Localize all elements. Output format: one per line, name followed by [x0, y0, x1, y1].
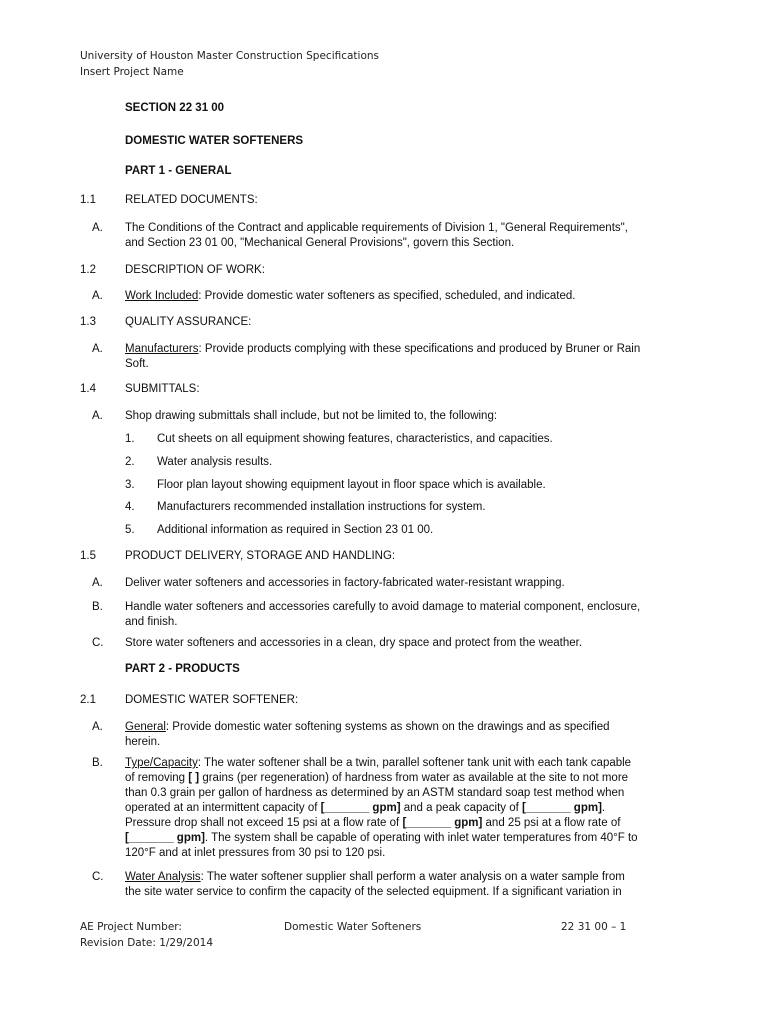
- article-number: 1.1: [80, 194, 96, 206]
- article-number: 2.1: [80, 694, 96, 706]
- paragraph-letter: A.: [92, 577, 103, 589]
- list-number: 3.: [125, 479, 135, 491]
- article-heading: DESCRIPTION OF WORK:: [125, 264, 265, 276]
- text-run: : Provide domestic water softening systems as shown on the drawings and as specified: [165, 721, 610, 733]
- header-spec-title: University of Houston Master Construction Specifications: [80, 50, 380, 62]
- paragraph-letter: A.: [92, 410, 103, 422]
- fill-in-blank: [_______ gpm]: [522, 802, 602, 814]
- footer-page-number: 22 31 00 – 1: [561, 921, 627, 933]
- text-run: : The water softener shall be a twin, parallel softener tank unit with each tank capable: [197, 757, 632, 769]
- article-number: 1.2: [80, 264, 96, 276]
- footer-left: [80, 919, 213, 951]
- article-heading: SUBMITTALS:: [125, 383, 200, 395]
- list-item: Manufacturers recommended installation instructions for system.: [157, 501, 486, 513]
- text-run: operated at an intermittent capacity of: [125, 802, 321, 814]
- fill-in-blank: [ ]: [188, 772, 200, 784]
- page-header: [80, 48, 379, 80]
- text-line: and finish.: [125, 616, 178, 628]
- text-run: grains (per regeneration) of hardness from water as available at the site to not more: [199, 772, 629, 784]
- footer-section-title: Domestic Water Softeners: [284, 921, 422, 933]
- article-heading: RELATED DOCUMENTS:: [125, 194, 258, 206]
- paragraph-letter: B.: [92, 757, 103, 769]
- paragraph-letter: C.: [92, 871, 104, 883]
- paragraph-text: Shop drawing submittals shall include, but not be limited to, the following:: [125, 410, 498, 422]
- list-item: Water analysis results.: [157, 456, 273, 468]
- paragraph-label: Work Included: [125, 290, 199, 302]
- section-title: DOMESTIC WATER SOFTENERS: [125, 135, 304, 147]
- paragraph-label: Type/Capacity: [125, 757, 198, 769]
- list-number: 5.: [125, 524, 135, 536]
- paragraph-label: Water Analysis: [125, 871, 201, 883]
- list-item: Floor plan layout showing equipment layout in floor space which is available.: [157, 479, 546, 491]
- paragraph-text: [125, 342, 640, 372]
- header-project-name: Insert Project Name: [80, 66, 184, 78]
- paragraph-text: [125, 221, 628, 251]
- section-number: SECTION 22 31 00: [125, 102, 225, 114]
- text-run: : The water softener supplier shall perform a water analysis on a water sample from: [200, 871, 625, 883]
- paragraph-letter: A.: [92, 343, 103, 355]
- list-item: Cut sheets on all equipment showing features, characteristics, and capacities.: [157, 433, 553, 445]
- text-line: The Conditions of the Contract and applicable requirements of Division 1, "General Requirements",: [125, 222, 628, 234]
- fill-in-blank: [_______ gpm]: [320, 802, 401, 814]
- paragraph-text: [125, 600, 640, 630]
- paragraph-letter: A.: [92, 222, 103, 234]
- paragraph-letter: B.: [92, 601, 103, 613]
- text-run: Pressure drop shall not exceed 15 psi at a flow rate of: [125, 817, 403, 829]
- text-run: : Provide products complying with these specifications and produced by Bruner or Rain: [198, 343, 641, 355]
- text-line: than 0.3 grain per gallon of hardness as determined by an ASTM standard soap test method when: [125, 787, 625, 799]
- paragraph-label: Manufacturers: [125, 343, 199, 355]
- text-run: .: [601, 802, 606, 814]
- text-run: : Provide domestic water softeners as specified, scheduled, and indicated.: [198, 290, 576, 302]
- article-heading: PRODUCT DELIVERY, STORAGE AND HANDLING:: [125, 550, 396, 562]
- article-heading: QUALITY ASSURANCE:: [125, 316, 252, 328]
- paragraph-letter: A.: [92, 721, 103, 733]
- list-number: 2.: [125, 456, 135, 468]
- text-run: and a peak capacity of: [400, 802, 522, 814]
- text-run: of removing: [125, 772, 189, 784]
- paragraph-text: [125, 870, 625, 900]
- paragraph-label: General: [125, 721, 166, 733]
- fill-in-blank: [_______ gpm]: [125, 832, 205, 844]
- part2-heading: PART 2 - PRODUCTS: [125, 663, 240, 675]
- text-run: . The system shall be capable of operating with inlet water temperatures from 40°F to: [204, 832, 638, 844]
- list-item: Additional information as required in Section 23 01 00.: [157, 524, 434, 536]
- footer-project-number: AE Project Number:: [80, 921, 182, 933]
- paragraph-letter: A.: [92, 290, 103, 302]
- paragraph-text: Deliver water softeners and accessories in factory-fabricated water-resistant wrapping.: [125, 577, 565, 589]
- text-run: and 25 psi at a flow rate of: [482, 817, 621, 829]
- paragraph-text: [125, 289, 575, 304]
- article-number: 1.3: [80, 316, 96, 328]
- part1-heading: PART 1 - GENERAL: [125, 165, 232, 177]
- text-line: Soft.: [125, 358, 149, 370]
- text-line: Handle water softeners and accessories carefully to avoid damage to material component, enclosure,: [125, 601, 641, 613]
- paragraph-text: [125, 720, 610, 750]
- list-number: 1.: [125, 433, 135, 445]
- list-number: 4.: [125, 501, 135, 513]
- text-line: and Section 23 01 00, "Mechanical General Provisions", govern this Section.: [125, 237, 515, 249]
- article-number: 1.5: [80, 550, 96, 562]
- footer-revision-date: Revision Date: 1/29/2014: [80, 937, 214, 949]
- text-line: herein.: [125, 736, 161, 748]
- fill-in-blank: [_______ gpm]: [402, 817, 483, 829]
- article-heading: DOMESTIC WATER SOFTENER:: [125, 694, 299, 706]
- paragraph-letter: C.: [92, 637, 104, 649]
- paragraph-text: Store water softeners and accessories in a clean, dry space and protect from the weather.: [125, 637, 583, 649]
- text-line: 120°F and at inlet pressures from 30 psi to 120 psi.: [125, 847, 386, 859]
- paragraph-text: [125, 756, 638, 861]
- article-number: 1.4: [80, 383, 96, 395]
- text-line: the site water service to confirm the capacity of the selected equipment. If a significant variation in: [125, 886, 622, 898]
